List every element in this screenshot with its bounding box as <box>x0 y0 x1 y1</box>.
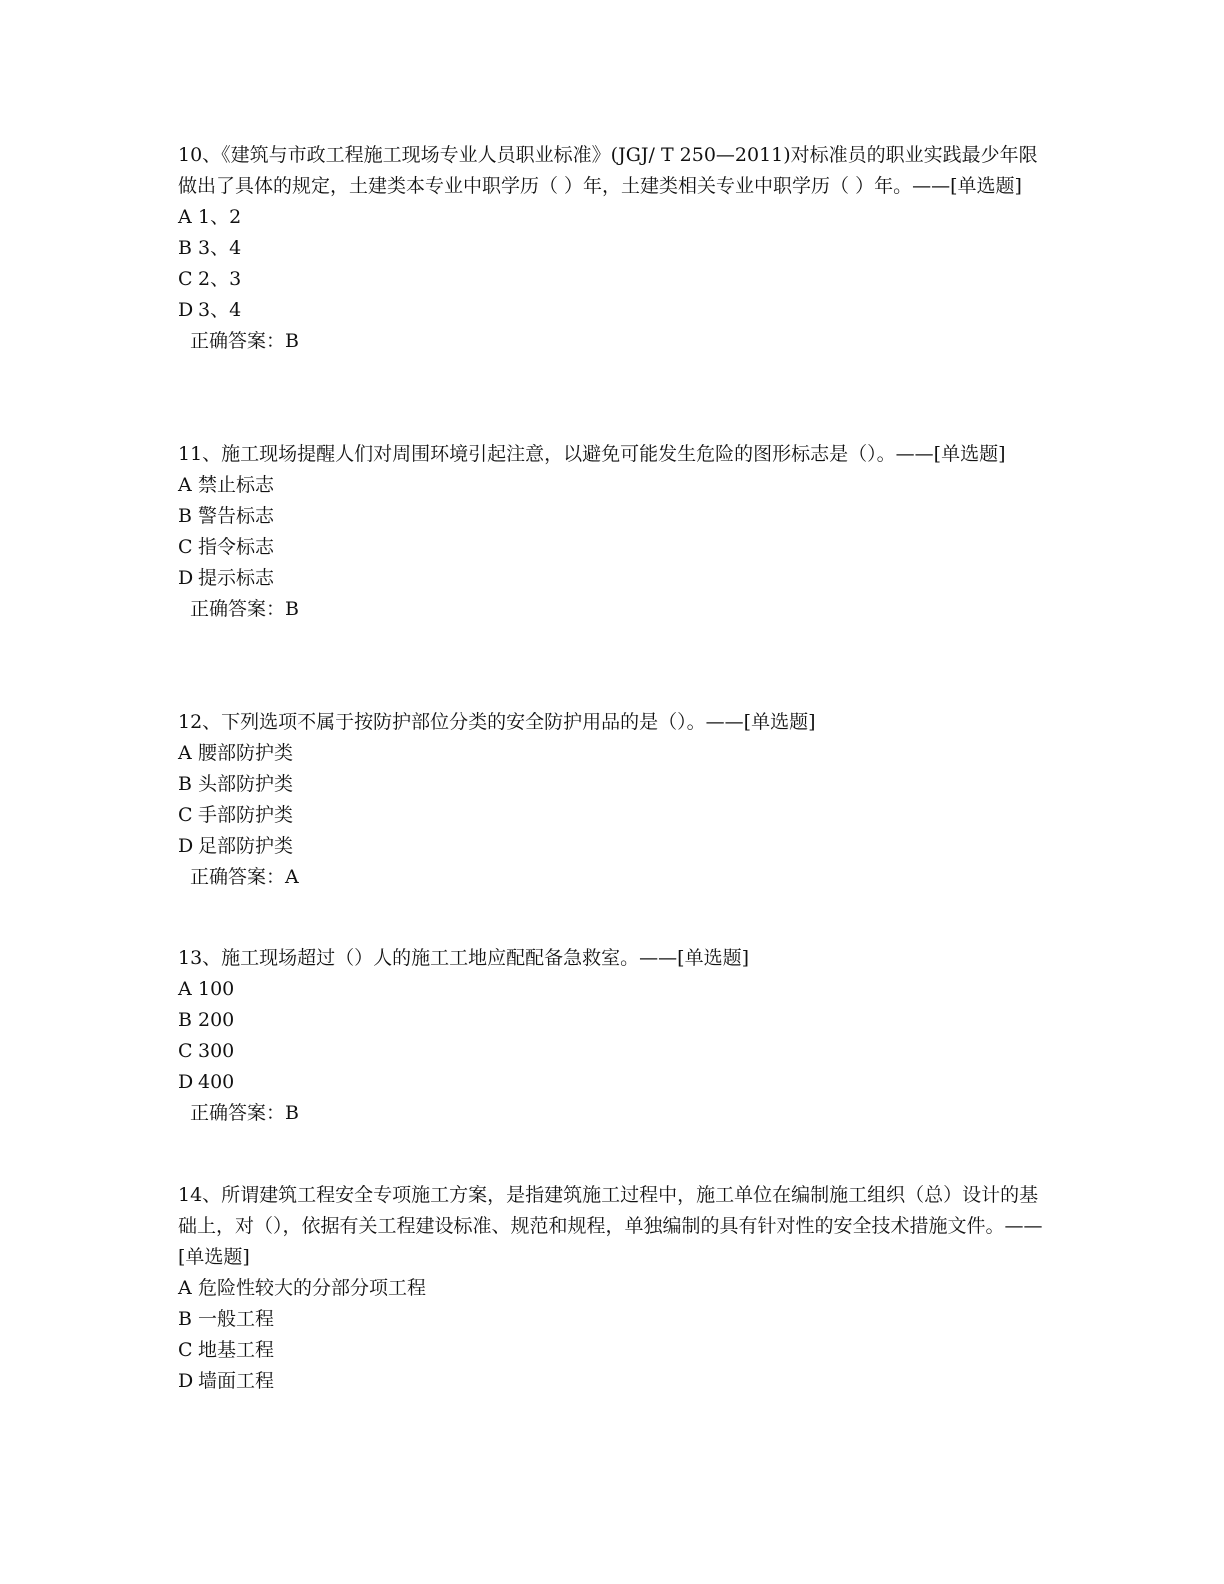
option-text: 腰部防护类 <box>198 742 294 764</box>
option-a <box>178 738 1048 769</box>
option-text: 200 <box>198 1009 235 1031</box>
question-text: 10、《建筑与市政工程施工现场专业人员职业标准》(JGJ/ T 250—2011)对标准员的职业实践最少年限做出了具体的规定，土建类本专业中职学历（ ）年，土建类相关专业中职学历（ ）年。——[单选题] <box>178 144 1038 197</box>
option-text: 墙面工程 <box>198 1370 275 1392</box>
option-b <box>178 233 1048 264</box>
option-letter: D <box>178 299 194 321</box>
option-d <box>178 1366 1048 1397</box>
option-letter: D <box>178 567 194 589</box>
option-a <box>178 470 1048 501</box>
option-c <box>178 1036 1048 1067</box>
correct-answer: 正确答案：A <box>190 866 299 888</box>
option-b <box>178 769 1048 800</box>
option-text: 禁止标志 <box>198 474 275 496</box>
option-text: 100 <box>198 978 235 1000</box>
option-text: 提示标志 <box>198 567 275 589</box>
option-b <box>178 1005 1048 1036</box>
option-c <box>178 264 1048 295</box>
option-c <box>178 532 1048 563</box>
option-text: 2、3 <box>198 268 242 290</box>
option-b <box>178 1304 1048 1335</box>
option-text: 3、4 <box>198 237 242 259</box>
correct-answer: 正确答案：B <box>190 330 299 352</box>
option-letter: A <box>178 206 192 228</box>
option-letter: C <box>178 536 193 558</box>
option-b <box>178 501 1048 532</box>
option-text: 300 <box>198 1040 235 1062</box>
question-10 <box>178 140 1048 357</box>
option-d <box>178 563 1048 594</box>
option-text: 1、2 <box>198 206 242 228</box>
option-a <box>178 974 1048 1005</box>
option-text: 一般工程 <box>198 1308 275 1330</box>
option-letter: B <box>178 237 192 259</box>
option-letter: B <box>178 1308 192 1330</box>
option-d <box>178 831 1048 862</box>
option-letter: C <box>178 268 193 290</box>
option-letter: A <box>178 978 192 1000</box>
option-c <box>178 800 1048 831</box>
option-text: 警告标志 <box>198 505 275 527</box>
question-text: 12、下列选项不属于按防护部位分类的安全防护用品的是（）。——[单选题] <box>178 711 816 733</box>
option-text: 地基工程 <box>198 1339 275 1361</box>
option-text: 400 <box>198 1071 235 1093</box>
option-letter: C <box>178 1339 193 1361</box>
option-letter: B <box>178 773 192 795</box>
option-text: 指令标志 <box>198 536 275 558</box>
option-text: 头部防护类 <box>198 773 294 795</box>
question-12 <box>178 707 1048 893</box>
option-letter: A <box>178 474 192 496</box>
option-letter: B <box>178 1009 192 1031</box>
option-text: 足部防护类 <box>198 835 294 857</box>
question-text: 13、施工现场超过（）人的施工工地应配配备急救室。——[单选题] <box>178 947 750 969</box>
question-14 <box>178 1180 1048 1397</box>
option-letter: C <box>178 804 193 826</box>
option-letter: D <box>178 1071 194 1093</box>
option-letter: D <box>178 1370 194 1392</box>
question-11 <box>178 439 1048 625</box>
option-letter: C <box>178 1040 193 1062</box>
option-text: 3、4 <box>198 299 242 321</box>
option-text: 危险性较大的分部分项工程 <box>198 1277 427 1299</box>
question-13 <box>178 943 1048 1129</box>
option-letter: B <box>178 505 192 527</box>
option-letter: A <box>178 742 192 764</box>
question-text: 11、施工现场提醒人们对周围环境引起注意，以避免可能发生危险的图形标志是（）。——[单选题] <box>178 443 1006 465</box>
option-c <box>178 1335 1048 1366</box>
correct-answer: 正确答案：B <box>190 1102 299 1124</box>
option-a <box>178 202 1048 233</box>
option-letter: A <box>178 1277 192 1299</box>
option-d <box>178 295 1048 326</box>
option-letter: D <box>178 835 194 857</box>
question-text: 14、所谓建筑工程安全专项施工方案，是指建筑施工过程中，施工单位在编制施工组织（总）设计的基础上，对（），依据有关工程建设标准、规范和规程，单独编制的具有针对性的安全技术措施文件。——[单选题] <box>178 1184 1043 1268</box>
correct-answer: 正确答案：B <box>190 598 299 620</box>
option-d <box>178 1067 1048 1098</box>
option-text: 手部防护类 <box>198 804 294 826</box>
option-a <box>178 1273 1048 1304</box>
